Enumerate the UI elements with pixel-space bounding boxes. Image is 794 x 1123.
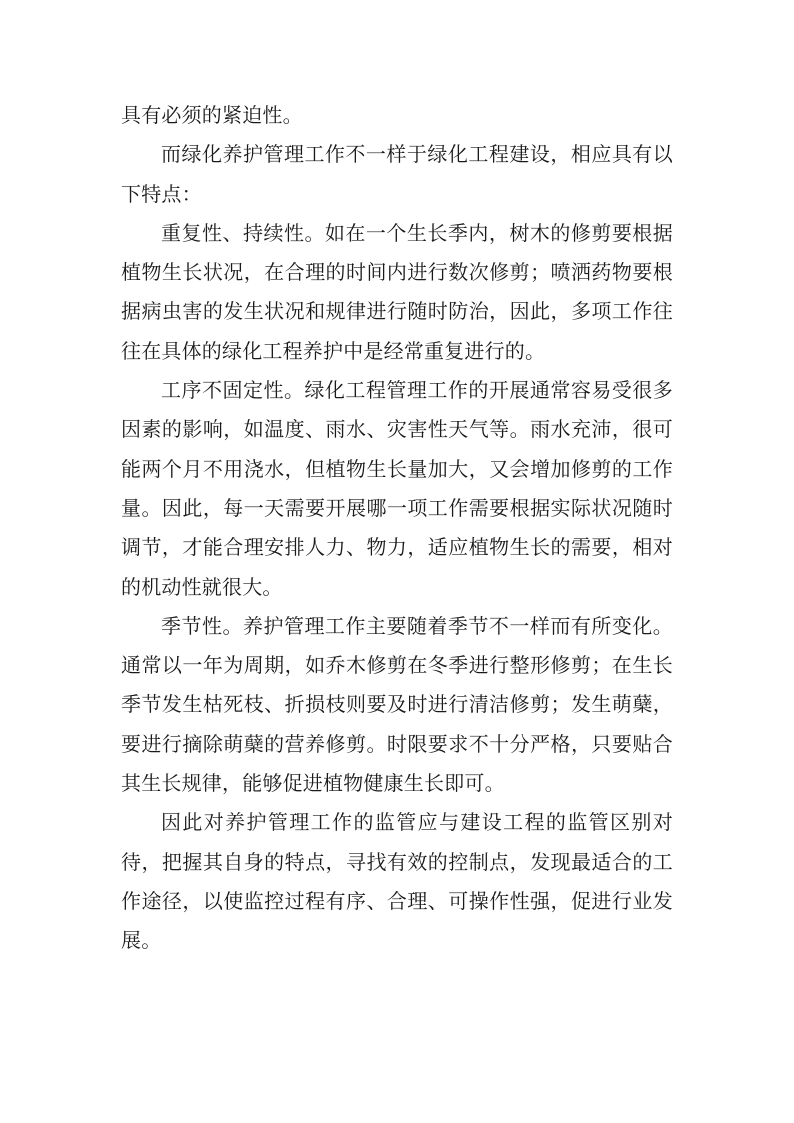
- paragraph-2: 而绿化养护管理工作不一样于绿化工程建设，相应具有以下特点：: [121, 142, 673, 206]
- paragraph-5: 季节性。养护管理工作主要随着季节不一样而有所变化。通常以一年为周期，如乔木修剪在冬季进行整形修剪；在生长季节发生枯死枝、折损枝则要及时进行清洁修剪；发生萌蘖，要进行摘除萌蘖的营养修剪。时限要求不十分严格，只要贴合其生长规律，能够促进植物健康生长即可。: [121, 613, 673, 796]
- paragraph-1: 具有必须的紧迫性。: [121, 103, 303, 127]
- paragraph-6: 因此对养护管理工作的监管应与建设工程的监管区别对待，把握其自身的特点，寻找有效的控制点，发现最适合的工作途径，以使监控过程有序、合理、可操作性强，促进行业发展。: [121, 810, 673, 953]
- paragraph-4: 工序不固定性。绿化工程管理工作的开展通常容易受很多因素的影响，如温度、雨水、灾害性天气等。雨水充沛，很可能两个月不用浇水，但植物生长量加大，又会增加修剪的工作量。因此，每一天需要开展哪一项工作需要根据实际状况随时调节，才能合理安排人力、物力，适应植物生长的需要，相对的机动性就很大。: [121, 378, 673, 599]
- paragraph-3: 重复性、持续性。如在一个生长季内，树木的修剪要根据植物生长状况，在合理的时间内进行数次修剪；喷洒药物要根据病虫害的发生状况和规律进行随时防治，因此，多项工作往往在具体的绿化工程养护中是经常重复进行的。: [121, 220, 673, 363]
- document-body: [121, 96, 673, 961]
